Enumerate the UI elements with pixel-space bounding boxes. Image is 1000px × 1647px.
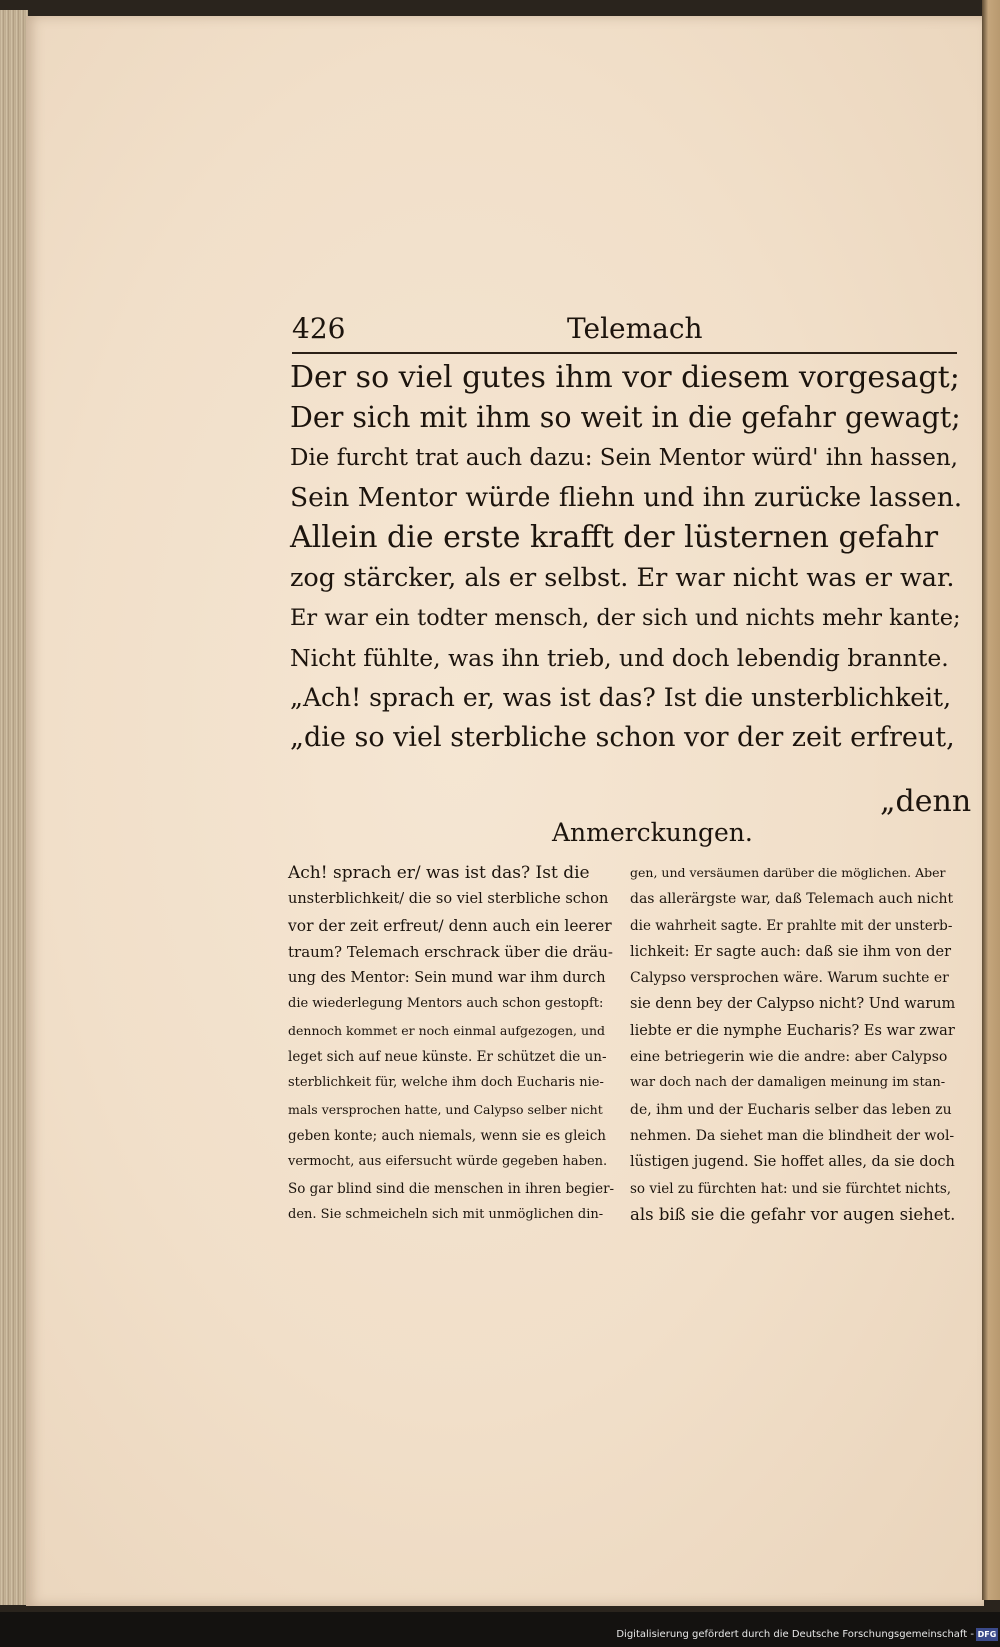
notes-heading: Anmerckungen. — [552, 818, 753, 847]
digitization-credit: Digitalisierung gefördert durch die Deutsche Forschungsgemeinschaft - — [616, 1629, 974, 1640]
page-stack-edge — [0, 10, 28, 1605]
verse-line: Allein die erste krafft der lüsternen gefahr — [290, 520, 939, 555]
note-line: unsterblichkeit/ die so viel sterbliche schon — [288, 891, 609, 908]
note-line: Calypso versprochen wäre. Warum suchte er — [630, 970, 949, 987]
verse-line: „Ach! sprach er, was ist das? Ist die unsterblichkeit, — [290, 683, 952, 712]
verse-line: zog stärcker, als er selbst. Er war nicht was er war. — [290, 563, 955, 593]
note-line: sterblichkeit für, welche ihm doch Eucharis nie- — [288, 1075, 604, 1091]
note-line: de, ihm und der Eucharis selber das leben zu — [630, 1101, 952, 1118]
header-rule — [292, 352, 957, 354]
verse-line: Er war ein todter mensch, der sich und nichts mehr kante; — [290, 605, 961, 631]
note-line: eine betriegerin wie die andre: aber Calypso — [630, 1049, 948, 1066]
verse-line: Nicht fühlte, was ihn trieb, und doch lebendig brannte. — [290, 644, 949, 672]
notes-column-right — [630, 860, 956, 1228]
verse-line: Die furcht trat auch dazu: Sein Mentor würd' ihn hassen, — [290, 445, 958, 471]
note-line: So gar blind sind die menschen in ihren begier- — [288, 1180, 615, 1197]
note-line: lichkeit: Er sagte auch: daß sie ihm von der — [630, 943, 951, 960]
note-line: als biß sie die gefahr vor augen siehet. — [630, 1204, 956, 1224]
catchword: „denn — [880, 784, 972, 819]
verse-line: Der sich mit ihm so weit in die gefahr gewagt; — [290, 401, 961, 434]
book-page — [26, 16, 984, 1606]
note-line: lüstigen jugend. Sie hoffet alles, da sie doch — [630, 1154, 955, 1171]
note-line: vermocht, aus eifersucht würde gegeben haben. — [288, 1154, 608, 1170]
note-line: das allerärgste war, daß Telemach auch nicht — [630, 891, 954, 908]
note-line: dennoch kommet er noch einmal aufgezogen, und — [288, 1022, 606, 1038]
page-number: 426 — [292, 312, 346, 345]
dfg-logo: DFG — [977, 1630, 997, 1639]
note-line: vor der zeit erfreut/ denn auch ein leerer — [288, 916, 612, 935]
note-line: sie denn bey der Calypso nicht? Und warum — [630, 996, 956, 1013]
note-line: den. Sie schmeicheln sich mit unmöglichen din- — [288, 1206, 604, 1222]
note-line: war doch nach der damaligen meinung im stan- — [630, 1075, 946, 1091]
note-line: leget sich auf neue künste. Er schützet die un- — [288, 1049, 607, 1066]
note-line: die wiederlegung Mentors auch schon gestopft: — [288, 996, 604, 1012]
note-line: liebte er die nymphe Eucharis? Es war zwar — [630, 1022, 955, 1039]
note-line: geben konte; auch niemals, wenn sie es gleich — [288, 1127, 606, 1144]
adjacent-page-edge — [982, 0, 1000, 1600]
running-title: Telemach — [567, 312, 703, 345]
verse-line: Sein Mentor würde fliehn und ihn zurücke lassen. — [290, 482, 963, 513]
verse-line: Der so viel gutes ihm vor diesem vorgesagt; — [290, 360, 960, 395]
note-line: ung des Mentor: Sein mund war ihm durch — [288, 970, 606, 987]
note-line: mals versprochen hatte, und Calypso selber nicht — [288, 1101, 603, 1117]
notes-column-left — [288, 860, 614, 1228]
note-line: nehmen. Da siehet man die blindheit der wol- — [630, 1127, 955, 1144]
verse-line: „die so viel sterbliche schon vor der zeit erfreut, — [290, 722, 955, 753]
note-line: gen, und versäumen darüber die möglichen. Aber — [630, 865, 946, 880]
note-line: traum? Telemach erschrack über die dräu- — [288, 942, 613, 961]
note-line: so viel zu fürchten hat: und sie fürchtet nichts, — [630, 1180, 952, 1197]
note-line: Ach! sprach er/ was ist das? Ist die — [288, 863, 590, 883]
running-head — [292, 308, 957, 352]
note-line: die wahrheit sagte. Er prahlte mit der unsterb- — [630, 917, 953, 934]
verse-block — [290, 358, 962, 758]
